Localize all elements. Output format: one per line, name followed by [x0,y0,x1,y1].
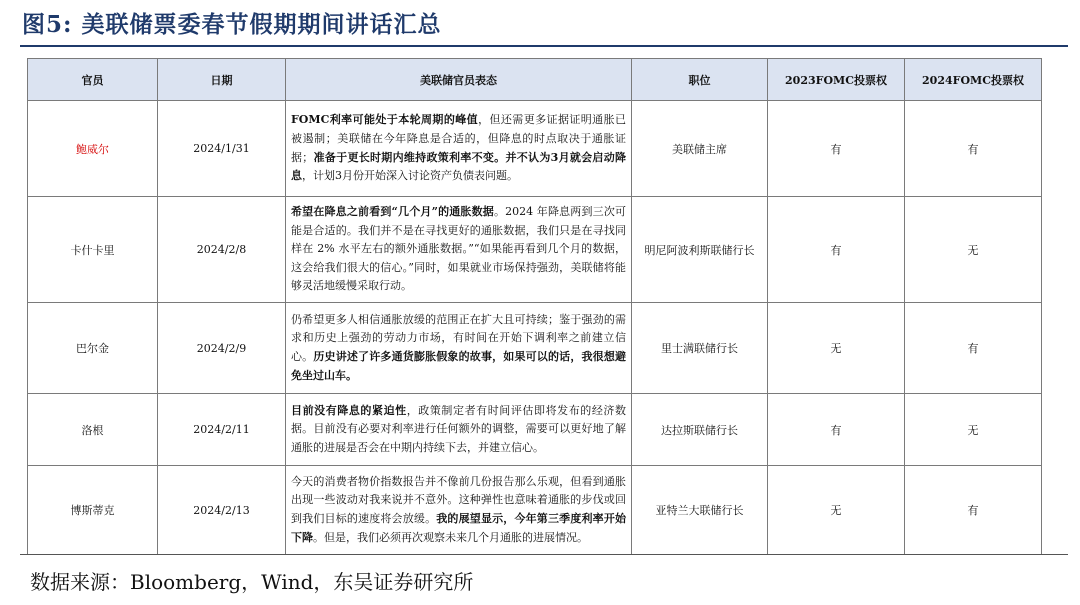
officials-table [27,58,1042,555]
statement-emphasis: 准备于更长时期内维持政策利率不变。并不认为3月就会启动降息 [291,150,627,183]
bottom-divider [20,554,1068,555]
source-note: 数据来源：Bloomberg，Wind，东吴证券研究所 [30,570,474,594]
header-official: 官员 [28,59,158,101]
title-divider [20,45,1068,47]
official-name: 卡什卡里 [28,197,158,303]
statement-date: 2024/2/11 [158,394,286,466]
official-name: 巴尔金 [28,303,158,394]
official-position: 明尼阿波利斯联储行长 [632,197,768,303]
statement-date: 2024/1/31 [158,101,286,197]
statement-text [286,101,632,197]
vote-2023: 无 [768,466,905,555]
table-row [28,303,1042,394]
statement-plain: 仍希望更多人相信通胀放缓的范围正在扩大且可持续；鉴于强劲的需求和历史上强劲的劳动力市场，有时间在开始下调利率之前建立信心。 [291,312,626,363]
official-name: 洛根 [28,394,158,466]
table-row [28,197,1042,303]
table-row [28,466,1042,555]
statement-date: 2024/2/13 [158,466,286,555]
vote-2023: 有 [768,101,905,197]
official-position: 美联储主席 [632,101,768,197]
header-vote-2023: 2023FOMC投票权 [768,59,905,101]
vote-2024: 无 [905,197,1042,303]
statement-plain: 。但是，我们必须再次观察未来几个月通胀的进展情况。 [313,530,588,544]
statement-text [286,466,632,555]
table-row [28,394,1042,466]
statement-emphasis: 历史讲述了许多通货膨胀假象的故事，如果可以的话，我很想避免坐过山车。 [291,350,627,382]
official-name: 鲍威尔 [28,101,158,197]
official-name: 博斯蒂克 [28,466,158,555]
header-vote-2024: 2024FOMC投票权 [905,59,1042,101]
statement-emphasis: 目前没有降息的紧迫性 [291,403,407,417]
table-row [28,101,1042,197]
statement-emphasis: FOMC利率可能处于本轮周期的峰值 [291,113,479,127]
vote-2023: 无 [768,303,905,394]
statement-plain: ，计划3月份开始深入讨论资产负债表问题。 [302,169,518,183]
statement-emphasis: 希望在降息之前看到“几个月”的通胀数据 [291,205,494,219]
header-position: 职位 [632,59,768,101]
official-position: 亚特兰大联储行长 [632,466,768,555]
header-statement: 美联储官员表态 [286,59,632,101]
statement-plain: ，但还需更多证据证明通胀已被遏制；美联储在今年降息是合适的，但降息的时点取决于通胀证据； [291,113,627,164]
official-position: 达拉斯联储行长 [632,394,768,466]
vote-2023: 有 [768,197,905,303]
statement-plain: 今天的消费者物价指数报告并不像前几份报告那么乐观，但看到通胀出现一些波动对我来说并不意外。这种弹性也意味着通胀的步伐或回到我们目标的速度将会放缓。 [291,474,626,525]
statement-text [286,197,632,303]
official-position: 里士满联储行长 [632,303,768,394]
statement-text [286,394,632,466]
statement-emphasis: 我的展望显示，今年第三季度利率开始下降 [291,512,627,544]
vote-2024: 无 [905,394,1042,466]
statement-date: 2024/2/8 [158,197,286,303]
table-header-row [28,59,1042,101]
vote-2023: 有 [768,394,905,466]
figure-title: 图5: 美联储票委春节假期期间讲话汇总 [22,11,442,38]
statement-text [286,303,632,394]
vote-2024: 有 [905,101,1042,197]
statement-plain: ，政策制定者有时间评估即将发布的经济数据。目前没有必要对利率进行任何额外的调整，需要可以更好地了解通胀的进展是否会在中期内持续下去，并建立信心。 [291,403,627,454]
header-date: 日期 [158,59,286,101]
vote-2024: 有 [905,303,1042,394]
vote-2024: 有 [905,466,1042,555]
statement-date: 2024/2/9 [158,303,286,394]
statement-plain: 。2024 年降息两到三次可能是合适的。我们并不是在寻找更好的通胀数据，我们只是在寻找同样在 2% 水平左右的额外通胀数据。”“如果能再看到几个月的数据，这会给我们很大的信心。”同时，如果就业市场保持强劲，美联储将能够灵活地缓慢采取行动。 [291,205,627,293]
